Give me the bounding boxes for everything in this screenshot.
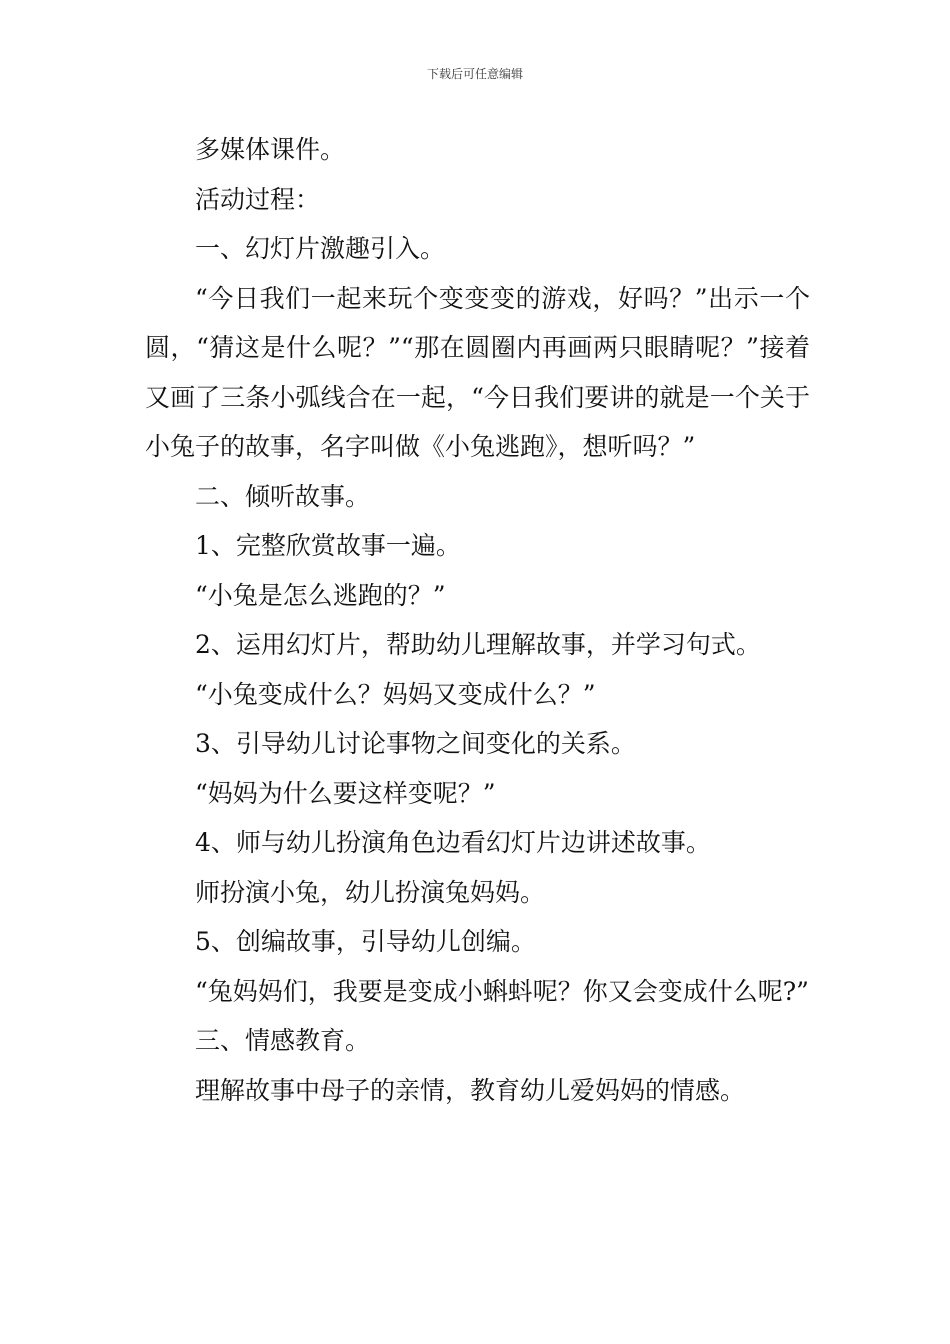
step-5-question: “兔妈妈们，我要是变成小蝌蚪呢？你又会变成什么呢?”: [195, 976, 809, 1006]
step-1: 1、完整欣赏故事一遍。: [195, 531, 461, 560]
step-3-question: “妈妈为什么要这样变呢？”: [195, 778, 496, 808]
document-body: [145, 125, 810, 1115]
paragraph-materials: 多媒体课件。: [195, 135, 346, 164]
step-3: 3、引导幼儿讨论事物之间变化的关系。: [195, 729, 636, 758]
step-4-roles: 师扮演小兔，幼儿扮演兔妈妈。: [195, 877, 546, 907]
section-heading-2: 二、倾听故事。: [195, 481, 371, 511]
step-4: 4、师与幼儿扮演角色边看幻灯片边讲述故事。: [195, 828, 711, 857]
paragraph-intro-dialogue: “今日我们一起来玩个变变变的游戏，好吗？”出示一个圆，“猜这是什么呢？”“那在圆圈内再画两只眼睛呢？”接着又画了三条小弧线合在一起，“今日我们要讲的就是一个关于小兔子的故事，名字叫做《小兔逃跑》，想听吗？”: [145, 283, 810, 461]
page-header: 下载后可任意编辑: [426, 67, 523, 81]
section-heading-1: 一、幻灯片激趣引入。: [195, 234, 446, 263]
section-heading-3: 三、情感教育。: [195, 1026, 371, 1055]
step-2-question: “小兔变成什么？妈妈又变成什么？”: [195, 679, 596, 709]
step-2: 2、运用幻灯片，帮助幼儿理解故事，并学习句式。: [195, 630, 761, 659]
paragraph-process-heading: 活动过程：: [195, 184, 321, 214]
step-1-question: “小兔是怎么逃跑的？”: [195, 580, 446, 610]
step-5: 5、创编故事，引导幼儿创编。: [195, 927, 536, 956]
paragraph-emotion-education: 理解故事中母子的亲情，教育幼儿爱妈妈的情感。: [195, 1075, 746, 1105]
